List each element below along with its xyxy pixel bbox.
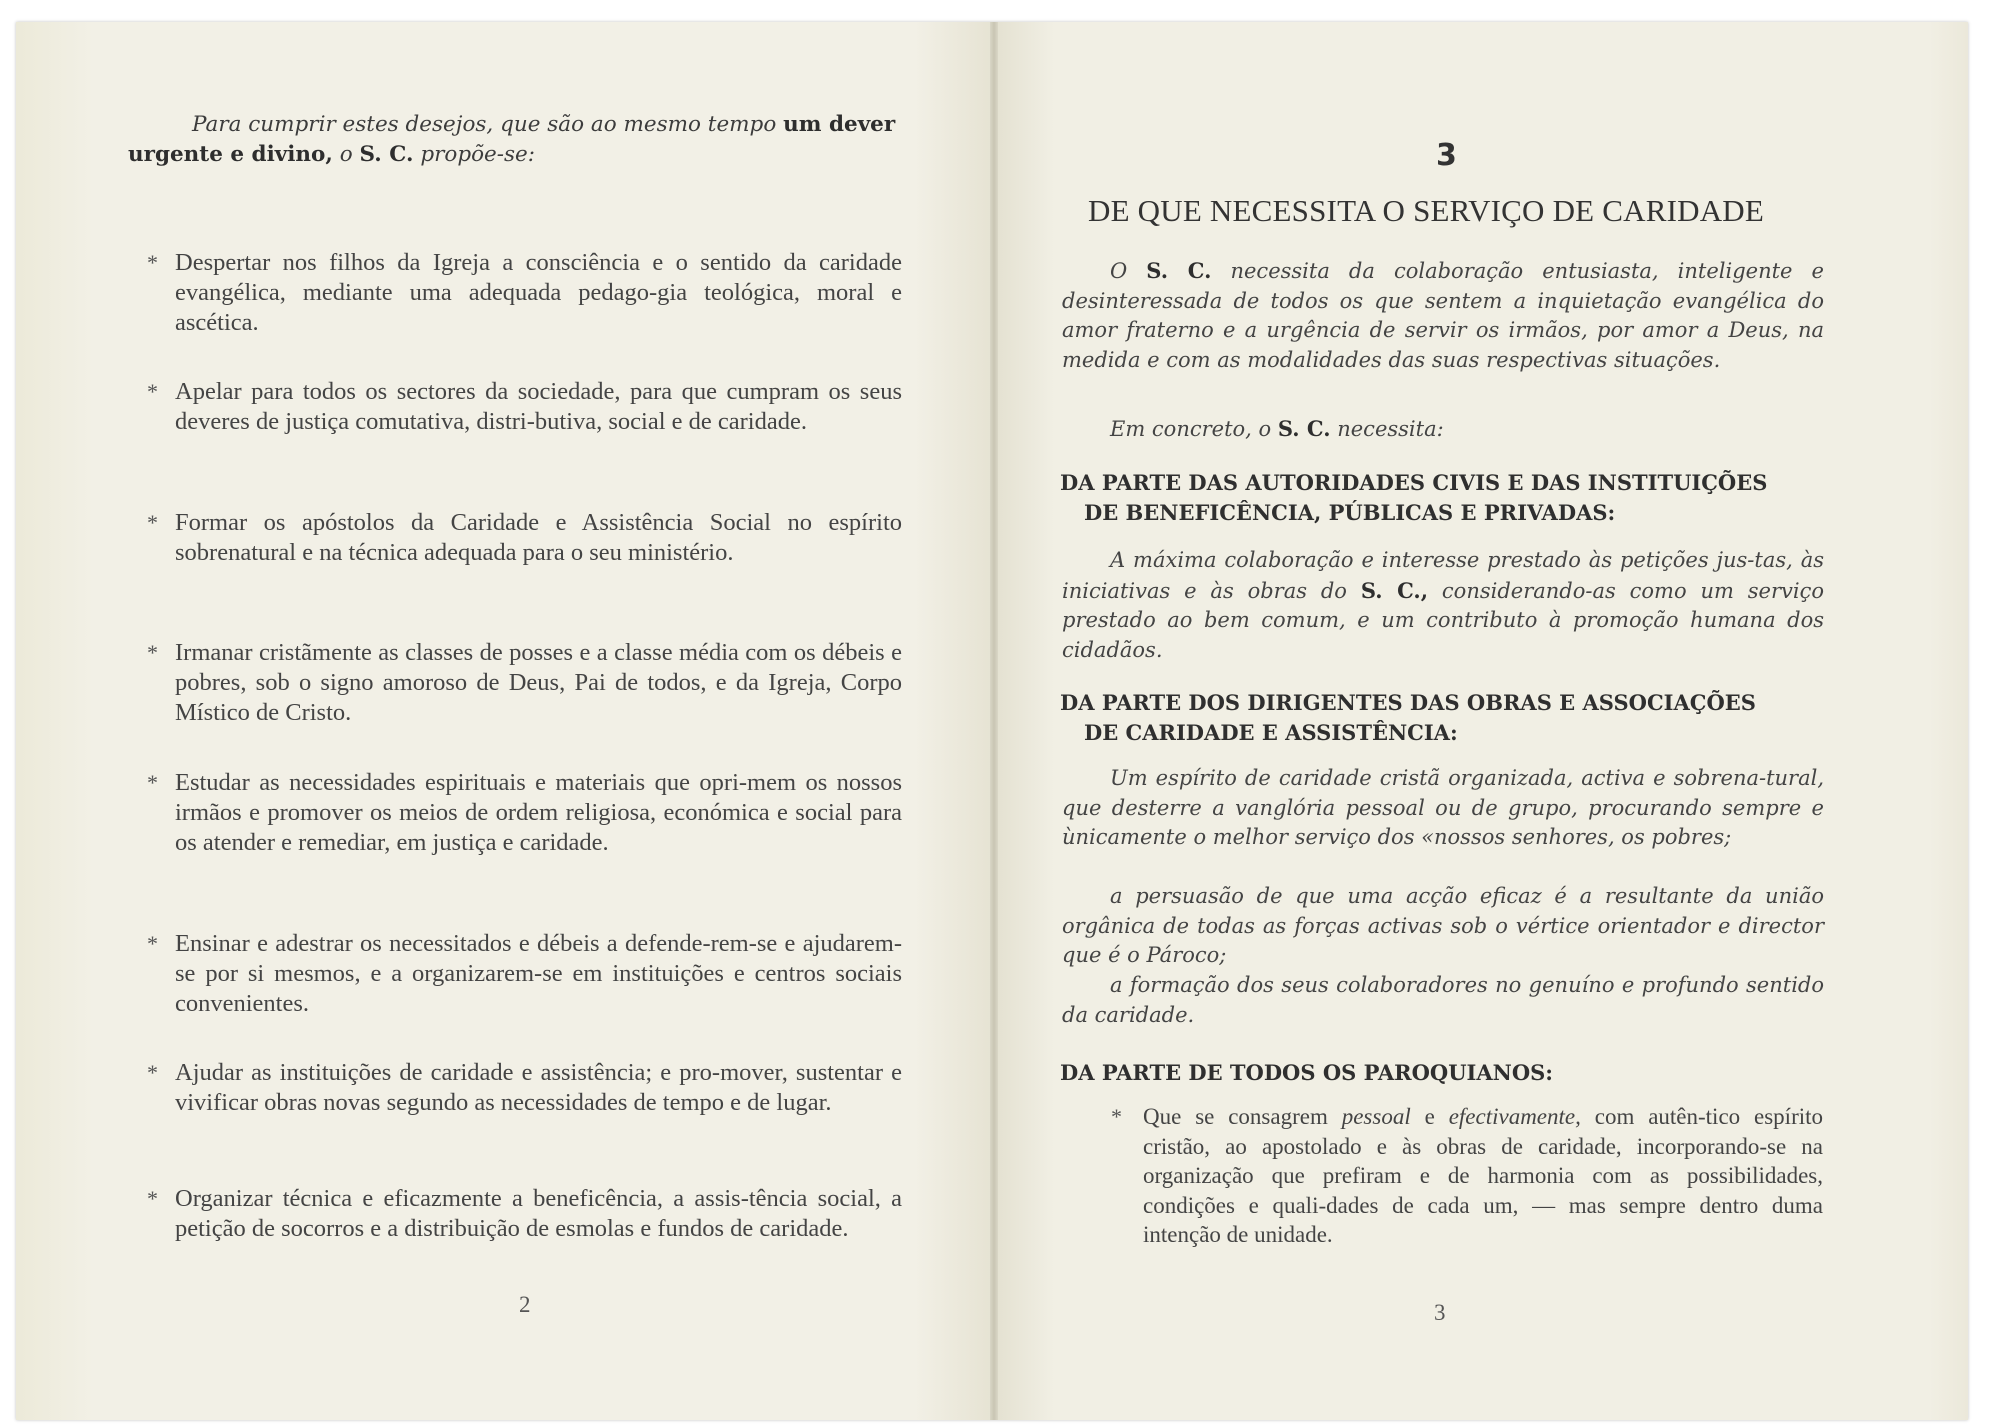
bullet-text: Organizar técnica e eficazmente a beneficência, a assis-tência social, a petição de socorros e a distribuição de esmolas e fundos de caridade.: [175, 1185, 902, 1242]
section-1-text: [1062, 546, 1824, 665]
section-1-text-b: considerando-as como um serviço prestado ao bem comum, e um contributo à promoção humana dos cidadãos.: [1062, 578, 1824, 662]
bullet-text: Formar os apóstolos da Caridade e Assistência Social no espírito sobrenatural e na técnica adequada para o seu ministério.: [175, 509, 902, 566]
section-1-text-bold: S. C.,: [1360, 577, 1429, 603]
right-page-number: 3: [1434, 1300, 1446, 1325]
intro-text: necessita da colaboração entusiasta, inteligente e desinteressada de todos os que sentem a inquietação evangélica do amor fraterno e a urgência de servir os irmãos, por amor a Deus, na medida e com as modalidades das suas respectivas situações.: [1062, 259, 1824, 372]
asterisk-icon: *: [147, 510, 158, 535]
intro-bold-2: S. C.: [359, 142, 414, 167]
section-3-heading: DA PARTE DE TODOS OS PAROQUIANOS:: [1060, 1060, 1554, 1085]
asterisk-icon: *: [1111, 1104, 1122, 1129]
bullet-text: Ensinar e adestrar os necessitados e débeis a defende-rem-se e ajudarem-se por si mesmos, e a organizarem-se em instituições e centros sociais convenientes.: [175, 930, 902, 1017]
section-2-p1: Um espírito de caridade cristã organizada, activa e sobrena-tural, que desterre a vanglória pessoal ou de grupo, procurando sempre e ùnicamente o melhor serviço dos «nossos senhores, os pobres;: [1062, 766, 1824, 849]
asterisk-icon: *: [147, 640, 158, 665]
concrete-bold: S. C.: [1277, 416, 1331, 441]
left-bullet-5: [147, 768, 902, 858]
intro-prefix: O: [1110, 259, 1128, 283]
bullet-text: Apelar para todos os sectores da sociedade, para que cumpram os seus deveres de justiça comutativa, distri-butiva, social e de caridade.: [175, 378, 902, 435]
section-1-text-a: A máxima colaboração e interesse prestado às petições jus-tas, às iniciativas e às obras do: [1062, 548, 1824, 603]
bullet-text: Estudar as necessidades espirituais e materiais que opri-mem os nossos irmãos e promover os meios de ordem religiosa, económica e social para os atender e remediar, em justiça e caridade.: [175, 769, 902, 856]
section-2-heading-line-1: DA PARTE DOS DIRIGENTES DAS OBRAS E ASSOCIAÇÕES: [1060, 690, 1756, 715]
left-bullet-2: [147, 377, 902, 437]
concrete-prefix: Em concreto, o: [1110, 417, 1272, 441]
left-bullet-4: [147, 638, 902, 728]
section-3-bullet-c: com autên-tico espírito cristão, ao apostolado e às obras de caridade, incorporando-se na organização que prefiram e de harmonia com as possibilidades, condições e quali-dades de cada um, — mas sempre dentro duma intenção de unidade.: [1143, 1104, 1824, 1247]
section-3-bullet-italic-1: pessoal: [1341, 1104, 1411, 1129]
intro-bold-1: um dever urgente e divino,: [128, 112, 896, 167]
left-bullet-7: [147, 1058, 902, 1118]
section-3-bullet-italic-2: efectivamente,: [1448, 1104, 1581, 1129]
asterisk-icon: *: [147, 770, 158, 795]
section-2-paragraph-1: [1062, 764, 1824, 853]
concrete-line: [1062, 414, 1824, 445]
section-2-p2: a persuasão de que uma acção eficaz é a resultante da união orgânica de todas as forças activas sob o vértice orientador e director que é o Pároco;: [1062, 884, 1824, 967]
left-bullet-1: [147, 248, 902, 338]
left-bullet-6: [147, 929, 902, 1019]
bullet-text: Irmanar cristãmente as classes de posses e a classe média com os débeis e pobres, sob o signo amoroso de Deus, Pai de todos, e da Igreja, Corpo Místico de Cristo.: [175, 639, 902, 726]
bullet-text: Despertar nos filhos da Igreja a consciência e o sentido da caridade evangélica, mediante uma adequada pedago-gia teológica, moral e ascética.: [175, 249, 902, 336]
concrete-suffix: necessita:: [1337, 417, 1444, 441]
section-1-heading-line-1: DA PARTE DAS AUTORIDADES CIVIS E DAS INSTITUIÇÕES: [1060, 470, 1768, 495]
section-1-heading-line-2: DE BENEFICÊNCIA, PÚBLICAS E PRIVADAS:: [1084, 499, 1616, 525]
section-2-heading-line-2: DE CARIDADE E ASSISTÊNCIA:: [1084, 719, 1458, 745]
section-2-paragraph-2: [1062, 882, 1824, 971]
asterisk-icon: *: [147, 931, 158, 956]
intro-bold: S. C.: [1146, 258, 1212, 283]
gutter-fold: [990, 22, 998, 1420]
bullet-text: Ajudar as instituições de caridade e assistência; e pro-mover, sustentar e vivificar obras novas segundo as necessidades de tempo e de lugar.: [175, 1059, 902, 1116]
chapter-title: DE QUE NECESSITA O SERVIÇO DE CARIDADE: [1088, 193, 1765, 228]
left-intro-paragraph: [128, 110, 900, 170]
asterisk-icon: *: [147, 379, 158, 404]
left-bullet-3: [147, 508, 902, 568]
intro-italic-mid: o: [339, 142, 353, 167]
asterisk-icon: *: [147, 250, 158, 275]
section-2-p3: a formação dos seus colaboradores no genuíno e profundo sentido da caridade.: [1062, 973, 1824, 1027]
chapter-number: 3: [1436, 138, 1457, 173]
section-2-heading: [1060, 688, 1830, 747]
asterisk-icon: *: [147, 1186, 158, 1211]
right-intro-paragraph: [1062, 256, 1824, 375]
left-page-number: 2: [519, 1292, 531, 1317]
section-3-bullet-a: Que se consagrem: [1143, 1104, 1328, 1129]
intro-italic-start: Para cumprir estes desejos, que são ao mesmo tempo: [192, 112, 777, 137]
asterisk-icon: *: [147, 1060, 158, 1085]
section-1-heading: [1060, 468, 1830, 527]
section-2-paragraph-3: [1062, 971, 1824, 1030]
section-3-bullet: [1111, 1102, 1824, 1250]
intro-italic-end: propõe-se:: [420, 142, 536, 167]
section-3-bullet-b: e: [1424, 1104, 1435, 1129]
left-bullet-8: [147, 1184, 902, 1244]
